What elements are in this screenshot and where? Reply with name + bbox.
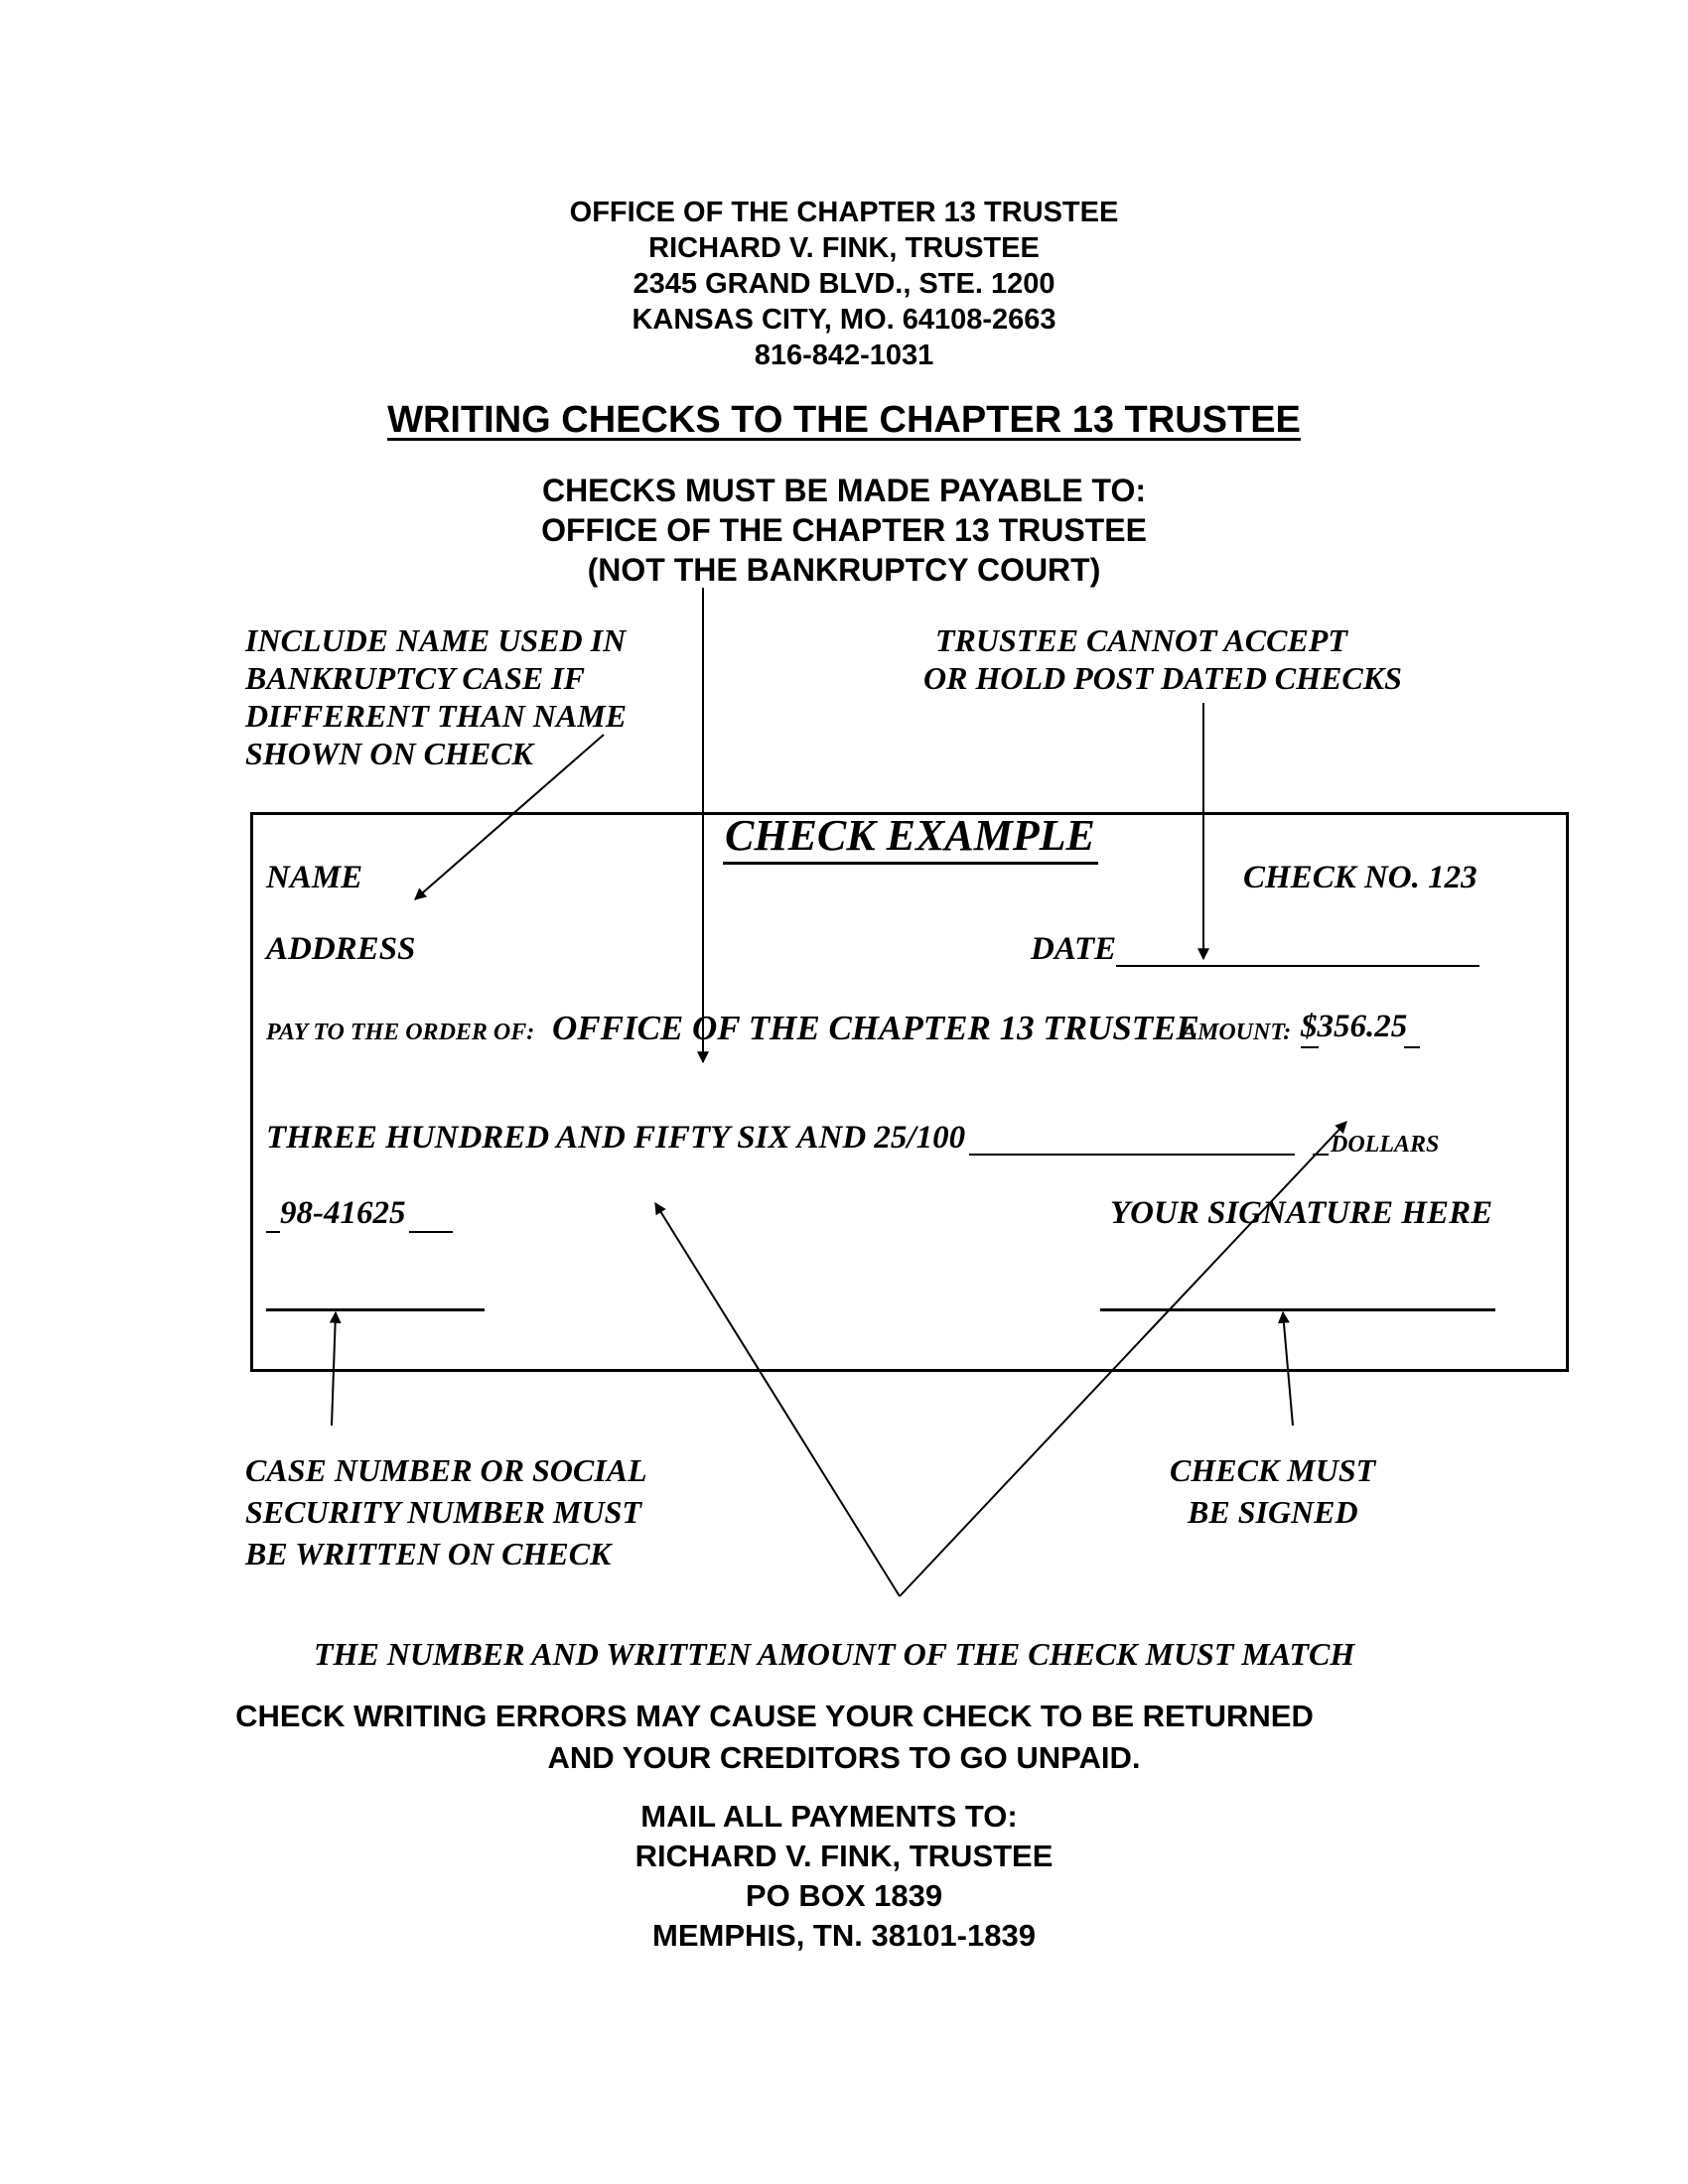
- note-case-number: [245, 1449, 647, 1574]
- mail-line-4: MEMPHIS, TN. 38101-1839: [652, 1918, 1036, 1953]
- mail-payments-address: [0, 1797, 1688, 1956]
- letterhead-street: 2345 GRAND BLVD., STE. 1200: [633, 268, 1055, 300]
- letterhead-phone: 816-842-1031: [754, 340, 934, 371]
- check-amount-underline: [1404, 1046, 1420, 1048]
- note-line: BE SIGNED: [1188, 1494, 1358, 1530]
- note-check-signed: [1170, 1449, 1375, 1533]
- check-payee: OFFICE OF THE CHAPTER 13 TRUSTEE: [552, 1009, 1199, 1047]
- check-amount-label: AMOUNT:: [1182, 1020, 1292, 1045]
- check-amount: $356.25: [1301, 1009, 1408, 1044]
- note-line: SHOWN ON CHECK: [245, 736, 533, 771]
- note-line: BE WRITTEN ON CHECK: [245, 1536, 612, 1571]
- check-date-label: DATE: [1031, 931, 1117, 967]
- note-line: TRUSTEE CANNOT ACCEPT: [935, 622, 1347, 658]
- check-amount-underline: [1301, 1046, 1319, 1048]
- note-line: SECURITY NUMBER MUST: [245, 1494, 641, 1530]
- payable-line-3: (NOT THE BANKRUPTCY COURT): [587, 552, 1101, 588]
- check-title-underline: [723, 862, 1098, 865]
- errors-line-2: AND YOUR CREDITORS TO GO UNPAID.: [547, 1740, 1141, 1775]
- check-date-line: [1116, 965, 1479, 967]
- payable-line-2: OFFICE OF THE CHAPTER 13 TRUSTEE: [541, 512, 1147, 548]
- check-signature-label: YOUR SIGNATURE HERE: [1110, 1195, 1493, 1231]
- note-line: BANKRUPTCY CASE IF: [245, 660, 586, 696]
- mail-line-1: MAIL ALL PAYMENTS TO:: [640, 1799, 1018, 1834]
- check-example-title: CHECK EXAMPLE: [725, 811, 1095, 860]
- check-signature-line: [1100, 1308, 1495, 1311]
- note-line: DIFFERENT THAN NAME: [245, 698, 628, 734]
- note-line: OR HOLD POST DATED CHECKS: [923, 660, 1402, 696]
- payable-instructions: [0, 471, 1688, 590]
- check-case-number: 98-41625: [280, 1195, 406, 1231]
- errors-line-1: CHECK WRITING ERRORS MAY CAUSE YOUR CHECK TO BE RETURNED: [235, 1699, 1314, 1733]
- letterhead-office: OFFICE OF THE CHAPTER 13 TRUSTEE: [569, 197, 1119, 228]
- page-title: [0, 399, 1688, 442]
- mail-line-2: RICHARD V. FINK, TRUSTEE: [634, 1839, 1054, 1873]
- note-include-name: [245, 621, 627, 772]
- note-post-dated: [923, 621, 1402, 697]
- payable-line-1: CHECKS MUST BE MADE PAYABLE TO:: [541, 473, 1147, 508]
- letterhead: [0, 195, 1688, 373]
- check-number: CHECK NO. 123: [1243, 860, 1477, 895]
- check-dollars-label: DOLLARS: [1331, 1132, 1440, 1158]
- check-written-amount-line: [969, 1154, 1295, 1156]
- check-name-label: NAME: [266, 860, 363, 895]
- check-written-amount: THREE HUNDRED AND FIFTY SIX AND 25/100: [266, 1120, 966, 1156]
- check-case-underline: [409, 1231, 453, 1233]
- note-amounts-match: THE NUMBER AND WRITTEN AMOUNT OF THE CHECK MUST MATCH: [314, 1636, 1355, 1672]
- letterhead-city: KANSAS CITY, MO. 64108-2663: [632, 304, 1056, 336]
- page-title-text: WRITING CHECKS TO THE CHAPTER 13 TRUSTEE: [387, 399, 1301, 441]
- letterhead-trustee: RICHARD V. FINK, TRUSTEE: [648, 232, 1040, 264]
- check-memo-line: [266, 1308, 485, 1311]
- note-line: INCLUDE NAME USED IN: [245, 622, 627, 658]
- check-dollars-underline: [1313, 1154, 1329, 1156]
- note-line: CASE NUMBER OR SOCIAL: [245, 1452, 647, 1488]
- note-line: CHECK MUST: [1170, 1452, 1376, 1488]
- check-address-label: ADDRESS: [266, 931, 416, 967]
- mail-line-3: PO BOX 1839: [745, 1878, 943, 1913]
- errors-warning: [0, 1696, 1688, 1779]
- check-pay-to-label: PAY TO THE ORDER OF:: [266, 1020, 535, 1045]
